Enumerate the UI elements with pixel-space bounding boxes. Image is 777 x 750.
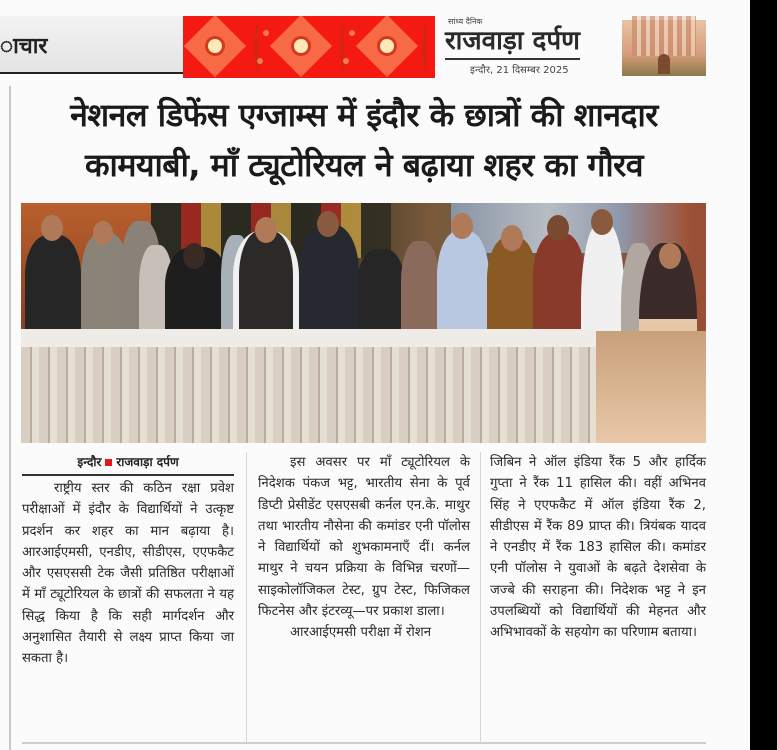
article-column-1 bbox=[22, 452, 234, 670]
dateline-place: इन्दौर bbox=[77, 455, 102, 469]
article-column-2 bbox=[258, 452, 470, 644]
person-figure bbox=[487, 237, 537, 343]
floor bbox=[596, 331, 706, 443]
paragraph: जिबिन ने ऑल इंडिया रैंक 5 और हार्दिक गुप्ता ने रैंक 11 हासिल की। वहीं अभिनव सिंह ने एएफकैट में ऑल इंडिया रैंक 2, सीडीएस में रैंक 89 प्राप्त की। त्रियंबक यादव ने एनडीए में रैंक 183 हासिल की। कमांडर एनी पॉलोस ने युवाओं के बढ़ते देशसेवा के जज्बे की सराहना की। निदेशक भट्ट ने इन उपलब्धियों को विद्यार्थियों की मेहनत और अभिभावकों के सहयोग का परिणाम बताया। bbox=[490, 455, 706, 641]
person-figure bbox=[437, 231, 489, 343]
diamond-lamp-icon bbox=[184, 16, 246, 77]
diamond-lamp-icon bbox=[270, 16, 332, 77]
article-column-3 bbox=[490, 452, 706, 644]
dateline-source: राजवाड़ा दर्पण bbox=[116, 455, 179, 469]
dot-ornament bbox=[263, 30, 269, 36]
rajwada-palace-logo-icon bbox=[622, 20, 706, 76]
person-head bbox=[451, 213, 473, 239]
dot-ornament bbox=[349, 30, 355, 36]
paragraph: इस अवसर पर माँ ट्यूटोरियल के निदेशक पंकज भट्ट, भारतीय सेना के पूर्व डिप्टी प्रेसीडेंट एसएसबी कर्नल एन.के. माथुर तथा भारतीय नौसेना की कमांडर एनी पॉलोस ने विद्यार्थियों को शुभकामनाएँ दीं। कर्नल माथुर ने चयन प्रक्रिया के विभिन्न चरणों—साइकोलॉजिकल टेस्ट, ग्रुप टेस्ट, फिजिकल फिटनेस और इंटरव्यू—पर प्रकाश डाला। bbox=[258, 455, 470, 620]
column-divider bbox=[480, 452, 481, 742]
person-figure bbox=[25, 235, 81, 335]
person-figure bbox=[299, 225, 359, 343]
person-head bbox=[659, 243, 681, 269]
person-head bbox=[547, 215, 569, 241]
person-head bbox=[93, 221, 113, 245]
table-skirt bbox=[21, 331, 596, 443]
person-head bbox=[183, 243, 205, 269]
article-photo bbox=[21, 203, 706, 443]
person-head bbox=[591, 209, 613, 235]
paragraph: राष्ट्रीय स्तर की कठिन रक्षा प्रवेश परीक्षाओं में इंदौर के विद्यार्थियों ने उत्कृष्ट प्रदर्शन कर शहर का मान बढ़ाया है। आरआईएमसी, एनडीए, सीडीएस, एएफकैट और एसएससी टेक जैसी प्रतिष्ठित परीक्षाओं में माँ ट्यूटोरियल के छात्रों की सफलता ने यह सिद्ध किया है कि सही मार्गदर्शन और अनुशासित तैयारी से लक्ष्य प्राप्त किया जा सकता है। bbox=[22, 481, 234, 667]
dot-ornament bbox=[343, 58, 349, 64]
person-figure bbox=[533, 233, 585, 343]
headline-line-2: कामयाबी, माँ ट्यूटोरियल ने बढ़ाया शहर का गौरव bbox=[84, 146, 644, 184]
dateline bbox=[22, 452, 234, 476]
headline-line-1: नेशनल डिफेंस एग्जाम्स में इंदौर के छात्रों की शानदार bbox=[70, 96, 658, 134]
squiggle-ornament bbox=[341, 22, 347, 72]
person-head bbox=[317, 211, 339, 237]
person-figure bbox=[401, 241, 439, 341]
dot-ornament bbox=[257, 58, 263, 64]
table-top bbox=[21, 329, 596, 347]
article-headline bbox=[14, 90, 714, 190]
newspaper-name: राजवाड़ा दर्पण bbox=[445, 24, 580, 60]
section-label: ाचार bbox=[0, 34, 48, 59]
squiggle-ornament bbox=[255, 22, 261, 72]
paragraph: आरआईएमसी परीक्षा में रोशन bbox=[290, 625, 432, 641]
screen-edge-black-bar bbox=[750, 0, 777, 750]
bottom-rule bbox=[22, 742, 706, 744]
person-head bbox=[41, 215, 63, 241]
brand-tagline: सांध्य दैनिक bbox=[448, 17, 483, 26]
person-figure bbox=[357, 249, 405, 341]
squiggle-ornament bbox=[423, 22, 429, 72]
person-head bbox=[255, 217, 277, 243]
article-border bbox=[9, 86, 11, 750]
section-tab bbox=[0, 16, 183, 74]
newspaper-brand bbox=[440, 14, 610, 76]
person-head bbox=[501, 225, 523, 251]
red-square-icon bbox=[105, 459, 112, 466]
edition-date: इन्दौर, 21 दिसम्बर 2025 bbox=[470, 65, 569, 76]
decorative-ornament-band bbox=[183, 16, 435, 78]
column-divider bbox=[246, 452, 247, 742]
diamond-lamp-icon bbox=[356, 16, 418, 77]
person-figure bbox=[233, 231, 299, 343]
